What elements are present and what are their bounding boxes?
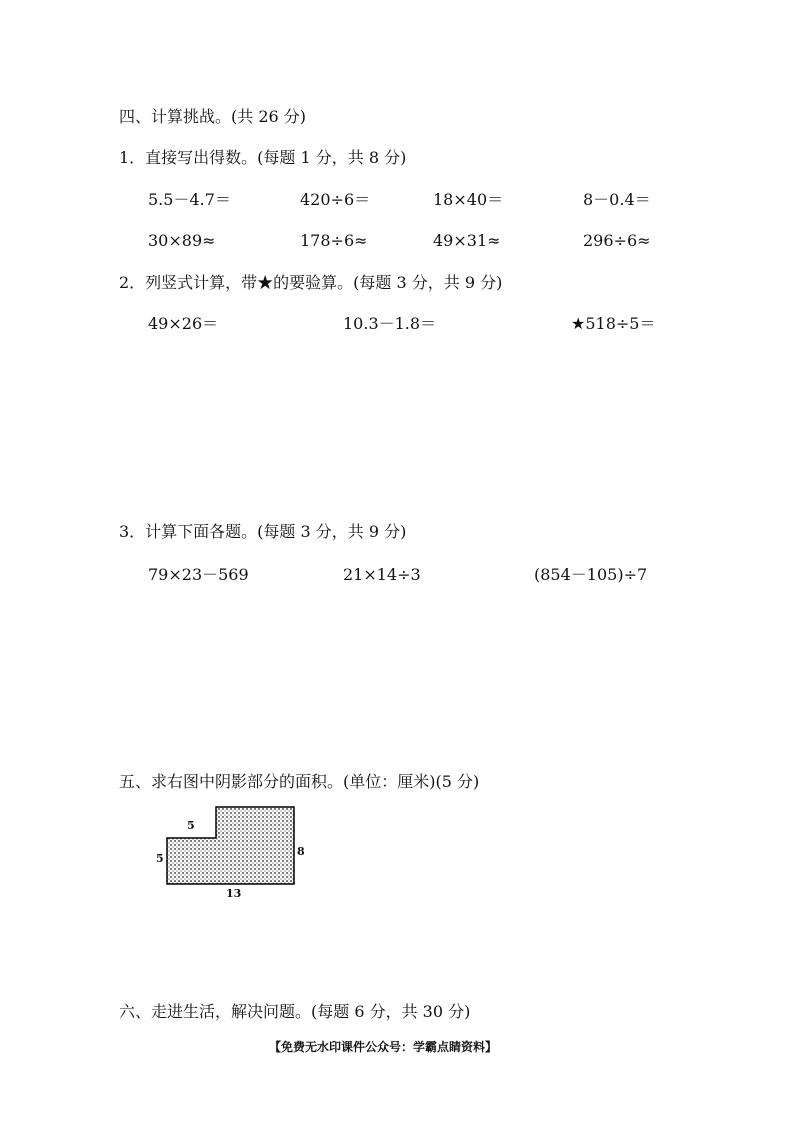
q1-expr-3: 18×40＝ [433,190,504,209]
label-right: 8 [297,845,305,858]
q3-expr-2: 21×14÷3 [343,565,421,584]
section6-title: 六、走进生活，解决问题。(每题 6 分，共 30 分) [119,1002,471,1021]
q2-title: 2．列竖式计算，带★的要验算。(每题 3 分，共 9 分) [119,273,503,292]
q2-expr-3: ★518÷5＝ [571,314,656,333]
q1-expr-8: 296÷6≈ [583,231,651,250]
label-top: 5 [187,819,195,832]
q1-expr-1: 5.5－4.7＝ [148,190,231,209]
section4-title: 四、计算挑战。(共 26 分) [119,107,307,126]
section5-title: 五、求右图中阴影部分的面积。(单位：厘米)(5 分) [119,772,480,791]
q1-expr-5: 30×89≈ [148,231,216,250]
shaded-area-figure [150,800,320,910]
q3-expr-3: (854－105)÷7 [534,565,648,584]
q1-title: 1．直接写出得数。(每题 1 分，共 8 分) [119,148,407,167]
label-left: 5 [156,852,164,865]
q3-title: 3．计算下面各题。(每题 3 分，共 9 分) [119,522,407,541]
footer-text: 【免费无水印课件公众号：学霸点睛资料】 [269,1040,498,1054]
q1-expr-2: 420÷6＝ [300,190,371,209]
q3-expr-1: 79×23－569 [148,565,249,584]
q2-expr-1: 49×26＝ [148,314,219,333]
q2-expr-2: 10.3－1.8＝ [343,314,437,333]
label-bottom: 13 [226,887,242,900]
q1-expr-6: 178÷6≈ [300,231,368,250]
q1-expr-7: 49×31≈ [433,231,501,250]
q1-expr-4: 8－0.4＝ [583,190,651,209]
